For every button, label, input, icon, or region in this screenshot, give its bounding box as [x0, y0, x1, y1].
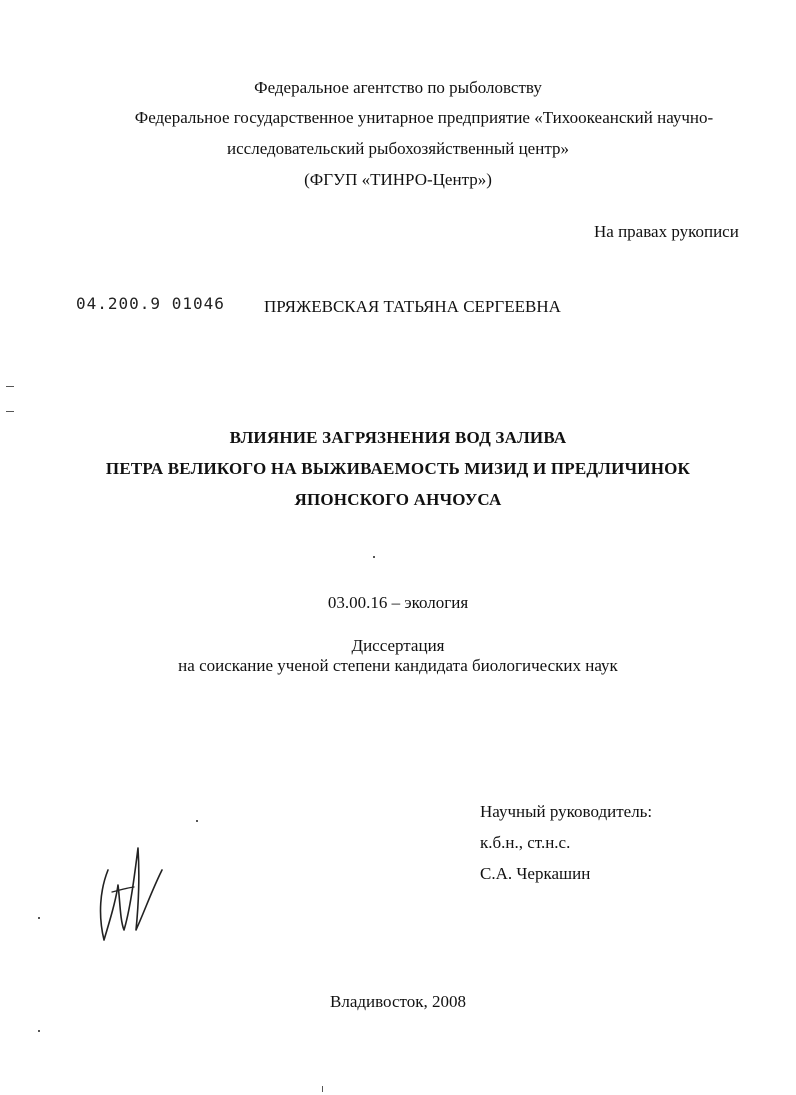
- manuscript-note: На правах рукописи: [594, 222, 739, 241]
- scan-mark: [196, 820, 198, 822]
- scan-mark: [6, 411, 14, 412]
- scan-mark: [322, 1086, 323, 1092]
- enterprise-short-name: (ФГУП «ТИНРО-Центр»): [304, 170, 492, 189]
- scan-mark: [373, 556, 375, 558]
- title-line2: ПЕТРА ВЕЛИКОГО НА ВЫЖИВАЕМОСТЬ МИЗИД И ПРЕДЛИЧИНОК: [105, 459, 691, 478]
- document-type: Диссертация: [351, 636, 445, 655]
- place-and-year: Владивосток, 2008: [330, 992, 466, 1011]
- handwritten-signature-icon: [90, 830, 170, 950]
- title-line1: ВЛИЯНИЕ ЗАГРЯЗНЕНИЯ ВОД ЗАЛИВА: [229, 428, 567, 447]
- agency-name: Федеральное агентство по рыболовству: [254, 78, 542, 97]
- degree-description: на соискание ученой степени кандидата биологических наук: [178, 656, 618, 675]
- specialty-code: 03.00.16 – экология: [327, 593, 469, 612]
- supervisor-credentials: к.б.н., ст.н.с.: [480, 833, 571, 852]
- scan-mark: [38, 917, 40, 919]
- scan-mark: [38, 1030, 40, 1032]
- library-stamp-number: 04.200.9 01046: [76, 294, 225, 313]
- author-name: ПРЯЖЕВСКАЯ ТАТЬЯНА СЕРГЕЕВНА: [264, 297, 561, 316]
- supervisor-label: Научный руководитель:: [480, 802, 653, 821]
- enterprise-name-line1: Федеральное государственное унитарное предприятие «Тихоокеанский научно-: [134, 108, 714, 127]
- title-line3: ЯПОНСКОГО АНЧОУСА: [294, 490, 502, 509]
- enterprise-name-line2: исследовательский рыбохозяйственный центр»: [227, 139, 569, 158]
- scan-mark: [6, 386, 14, 387]
- supervisor-name: С.А. Черкашин: [480, 864, 591, 883]
